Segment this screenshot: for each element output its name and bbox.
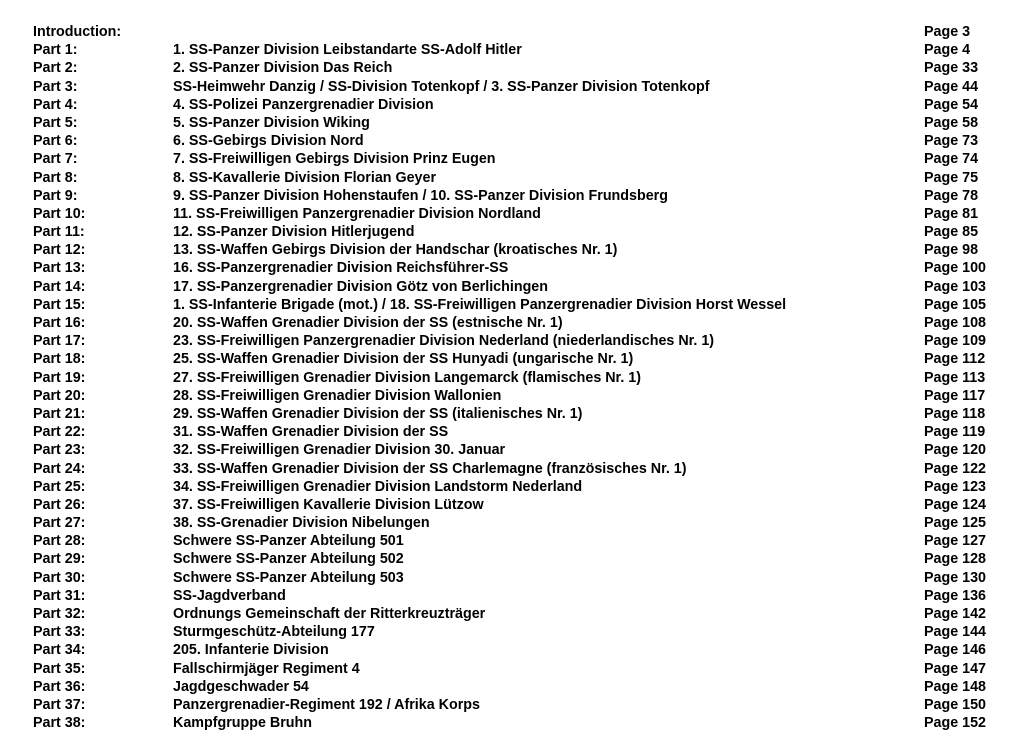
toc-row xyxy=(33,78,1003,96)
toc-page-number: Page 127 xyxy=(924,533,986,550)
toc-row xyxy=(33,496,1003,514)
toc-page-number: Page 124 xyxy=(924,496,986,513)
toc-page-number: Page 78 xyxy=(924,187,979,204)
toc-title: 27. SS-Freiwilligen Grenadier Division Langemarck (flamisches Nr. 1) xyxy=(173,369,641,386)
toc-part-label: Part 28: xyxy=(33,533,86,550)
toc-page-number: Page 58 xyxy=(924,114,979,131)
toc-part-label: Part 3: xyxy=(33,78,78,95)
toc-title: 23. SS-Freiwilligen Panzergrenadier Division Nederland (niederlandisches Nr. 1) xyxy=(173,333,715,350)
toc-title: 4. SS-Polizei Panzergrenadier Division xyxy=(173,96,434,113)
toc-row xyxy=(33,332,1003,350)
toc-row xyxy=(33,460,1003,478)
toc-part-label: Part 29: xyxy=(33,551,86,568)
toc-page-number: Page 118 xyxy=(924,405,986,422)
toc-row xyxy=(33,150,1003,168)
toc-page-number: Page 109 xyxy=(924,333,986,350)
toc-part-label: Part 13: xyxy=(33,260,86,277)
toc-row xyxy=(33,641,1003,659)
toc-part-label: Part 37: xyxy=(33,696,86,713)
toc-page-number: Page 3 xyxy=(924,24,971,40)
toc-part-label: Part 21: xyxy=(33,405,86,422)
toc-page-number: Page 81 xyxy=(924,205,979,222)
toc-title: 17. SS-Panzergrenadier Division Götz von Berlichingen xyxy=(173,278,548,295)
toc-title: 33. SS-Waffen Grenadier Division der SS Charlemagne (französisches Nr. 1) xyxy=(173,460,687,477)
toc-part-label: Part 24: xyxy=(33,460,86,477)
toc-page-number: Page 119 xyxy=(924,424,986,441)
toc-title: SS-Jagdverband xyxy=(173,587,286,604)
toc-page-number: Page 142 xyxy=(924,606,986,622)
toc-row xyxy=(33,441,1003,459)
toc-part-label: Part 6: xyxy=(33,133,78,150)
toc-title: 25. SS-Waffen Grenadier Division der SS Hunyadi (ungarische Nr. 1) xyxy=(173,351,634,368)
toc-row xyxy=(33,623,1003,641)
toc-part-label: Part 35: xyxy=(33,660,86,677)
toc-row xyxy=(33,605,1003,623)
toc-part-label: Introduction: xyxy=(33,24,122,40)
toc-page-number: Page 123 xyxy=(924,478,986,495)
toc-row xyxy=(33,423,1003,441)
toc-row xyxy=(33,514,1003,532)
toc-title: 8. SS-Kavallerie Division Florian Geyer xyxy=(173,169,437,186)
toc-rows xyxy=(33,41,1003,732)
toc-row xyxy=(33,569,1003,587)
toc-page-number: Page 100 xyxy=(924,260,986,277)
toc-row xyxy=(33,550,1003,568)
toc-part-label: Part 8: xyxy=(33,169,78,186)
toc-title: 11. SS-Freiwilligen Panzergrenadier Division Nordland xyxy=(173,205,541,222)
toc-page-number: Page 108 xyxy=(924,315,986,331)
toc-page-number: Page 74 xyxy=(924,151,979,168)
toc-row xyxy=(33,41,1003,59)
toc-part-label: Part 19: xyxy=(33,369,86,386)
toc-part-label: Part 34: xyxy=(33,642,86,659)
toc-page-number: Page 103 xyxy=(924,278,986,295)
toc-title: 31. SS-Waffen Grenadier Division der SS xyxy=(173,424,449,441)
toc-row xyxy=(33,660,1003,678)
toc-title: Jagdgeschwader 54 xyxy=(173,678,309,695)
toc-title: Fallschirmjäger Regiment 4 xyxy=(173,660,360,677)
toc-row xyxy=(33,369,1003,387)
toc-title: Schwere SS-Panzer Abteilung 501 xyxy=(173,533,404,550)
toc-row xyxy=(33,587,1003,605)
toc-row xyxy=(33,259,1003,277)
toc-part-label: Part 27: xyxy=(33,515,86,532)
toc-row xyxy=(33,114,1003,132)
toc-row-introduction xyxy=(33,23,1003,41)
toc-row xyxy=(33,132,1003,150)
toc-part-label: Part 25: xyxy=(33,478,86,495)
toc-page-number: Page 130 xyxy=(924,569,986,586)
toc-part-label: Part 20: xyxy=(33,387,86,404)
toc-part-label: Part 7: xyxy=(33,151,78,168)
toc-title: SS-Heimwehr Danzig / SS-Division Totenkopf / 3. SS-Panzer Division Totenkopf xyxy=(173,78,710,95)
toc-title: 1. SS-Panzer Division Leibstandarte SS-Adolf Hitler xyxy=(173,42,522,59)
toc-title: 32. SS-Freiwilligen Grenadier Division 30. Januar xyxy=(173,442,506,459)
toc-title: 2. SS-Panzer Division Das Reich xyxy=(173,60,393,77)
toc-page-number: Page 113 xyxy=(924,369,986,386)
toc-row xyxy=(33,314,1003,332)
toc-row xyxy=(33,696,1003,714)
toc-row xyxy=(33,223,1003,241)
toc-part-label: Part 5: xyxy=(33,114,78,131)
toc-row xyxy=(33,187,1003,205)
toc-row xyxy=(33,478,1003,496)
toc-page-number: Page 54 xyxy=(924,96,979,113)
toc-page-number: Page 128 xyxy=(924,551,986,568)
toc-row xyxy=(33,296,1003,314)
toc-page-number: Page 44 xyxy=(924,78,979,95)
toc-page-number: Page 112 xyxy=(924,351,986,368)
toc-row xyxy=(33,532,1003,550)
toc-part-label: Part 11: xyxy=(33,224,85,241)
toc-title: 29. SS-Waffen Grenadier Division der SS (italienisches Nr. 1) xyxy=(173,405,583,422)
toc-part-label: Part 26: xyxy=(33,496,86,513)
toc-title: 6. SS-Gebirgs Division Nord xyxy=(173,133,364,150)
toc-page-number: Page 148 xyxy=(924,678,986,695)
toc-title: Ordnungs Gemeinschaft der Ritterkreuzträger xyxy=(173,606,486,622)
toc-page-number: Page 150 xyxy=(924,696,986,713)
toc-title: 20. SS-Waffen Grenadier Division der SS (estnische Nr. 1) xyxy=(173,315,563,331)
toc-title: Panzergrenadier-Regiment 192 / Afrika Korps xyxy=(173,696,480,713)
toc-page-number: Page 136 xyxy=(924,587,986,604)
toc-part-label: Part 18: xyxy=(33,351,86,368)
toc-title: 28. SS-Freiwilligen Grenadier Division Wallonien xyxy=(173,387,502,404)
toc-row xyxy=(33,205,1003,223)
toc-page-number: Page 122 xyxy=(924,460,986,477)
toc-page-number: Page 4 xyxy=(924,42,971,59)
toc-title: 37. SS-Freiwilligen Kavallerie Division Lützow xyxy=(173,496,484,513)
toc-title: 34. SS-Freiwilligen Grenadier Division Landstorm Nederland xyxy=(173,478,583,495)
toc-row xyxy=(33,714,1003,732)
toc-title: 205. Infanterie Division xyxy=(173,642,329,659)
toc-title: 7. SS-Freiwilligen Gebirgs Division Prinz Eugen xyxy=(173,151,496,168)
toc-part-label: Part 10: xyxy=(33,205,86,222)
toc-page-number: Page 98 xyxy=(924,242,979,259)
toc-page-number: Page 75 xyxy=(924,169,979,186)
toc-title: 5. SS-Panzer Division Wiking xyxy=(173,114,370,131)
toc-title: 9. SS-Panzer Division Hohenstaufen / 10. SS-Panzer Division Frundsberg xyxy=(173,187,668,204)
toc-title: 1. SS-Infanterie Brigade (mot.) / 18. SS-Freiwilligen Panzergrenadier Division Horst Wessel xyxy=(173,296,787,313)
toc-row xyxy=(33,96,1003,114)
toc-row xyxy=(33,405,1003,423)
toc-title: 38. SS-Grenadier Division Nibelungen xyxy=(173,515,430,532)
toc-title: 13. SS-Waffen Gebirgs Division der Handschar (kroatisches Nr. 1) xyxy=(173,242,618,259)
toc-title: 12. SS-Panzer Division Hitlerjugend xyxy=(173,224,415,241)
toc-part-label: Part 38: xyxy=(33,715,86,732)
toc-title: Sturmgeschütz-Abteilung 177 xyxy=(173,624,375,641)
toc-part-label: Part 16: xyxy=(33,315,86,331)
toc-row xyxy=(33,678,1003,696)
toc-page-number: Page 144 xyxy=(924,624,986,641)
toc-part-label: Part 9: xyxy=(33,187,78,204)
toc-page-number: Page 33 xyxy=(924,60,979,77)
toc-page-number: Page 73 xyxy=(924,133,979,150)
toc-row xyxy=(33,59,1003,77)
toc-row xyxy=(33,169,1003,187)
toc-part-label: Part 15: xyxy=(33,296,86,313)
toc-part-label: Part 14: xyxy=(33,278,86,295)
toc-row xyxy=(33,278,1003,296)
toc-part-label: Part 31: xyxy=(33,587,86,604)
toc-page-number: Page 105 xyxy=(924,296,986,313)
toc-page-number: Page 146 xyxy=(924,642,986,659)
toc-title: Schwere SS-Panzer Abteilung 503 xyxy=(173,569,404,586)
table-of-contents xyxy=(33,23,1003,732)
toc-part-label: Part 36: xyxy=(33,678,86,695)
toc-part-label: Part 30: xyxy=(33,569,86,586)
toc-row xyxy=(33,387,1003,405)
toc-row xyxy=(33,350,1003,368)
toc-title: Kampfgruppe Bruhn xyxy=(173,715,312,732)
toc-part-label: Part 17: xyxy=(33,333,86,350)
toc-title: 16. SS-Panzergrenadier Division Reichsführer-SS xyxy=(173,260,509,277)
toc-part-label: Part 4: xyxy=(33,96,78,113)
toc-title: Schwere SS-Panzer Abteilung 502 xyxy=(173,551,404,568)
toc-part-label: Part 22: xyxy=(33,424,86,441)
toc-part-label: Part 12: xyxy=(33,242,86,259)
toc-page-number: Page 152 xyxy=(924,715,986,732)
toc-part-label: Part 1: xyxy=(33,42,78,59)
toc-page-number: Page 147 xyxy=(924,660,986,677)
toc-page-number: Page 120 xyxy=(924,442,986,459)
toc-part-label: Part 32: xyxy=(33,606,86,622)
toc-page-number: Page 85 xyxy=(924,224,979,241)
toc-part-label: Part 23: xyxy=(33,442,86,459)
toc-part-label: Part 33: xyxy=(33,624,86,641)
toc-page-number: Page 125 xyxy=(924,515,986,532)
toc-row xyxy=(33,241,1003,259)
toc-part-label: Part 2: xyxy=(33,60,78,77)
toc-page-number: Page 117 xyxy=(924,387,986,404)
